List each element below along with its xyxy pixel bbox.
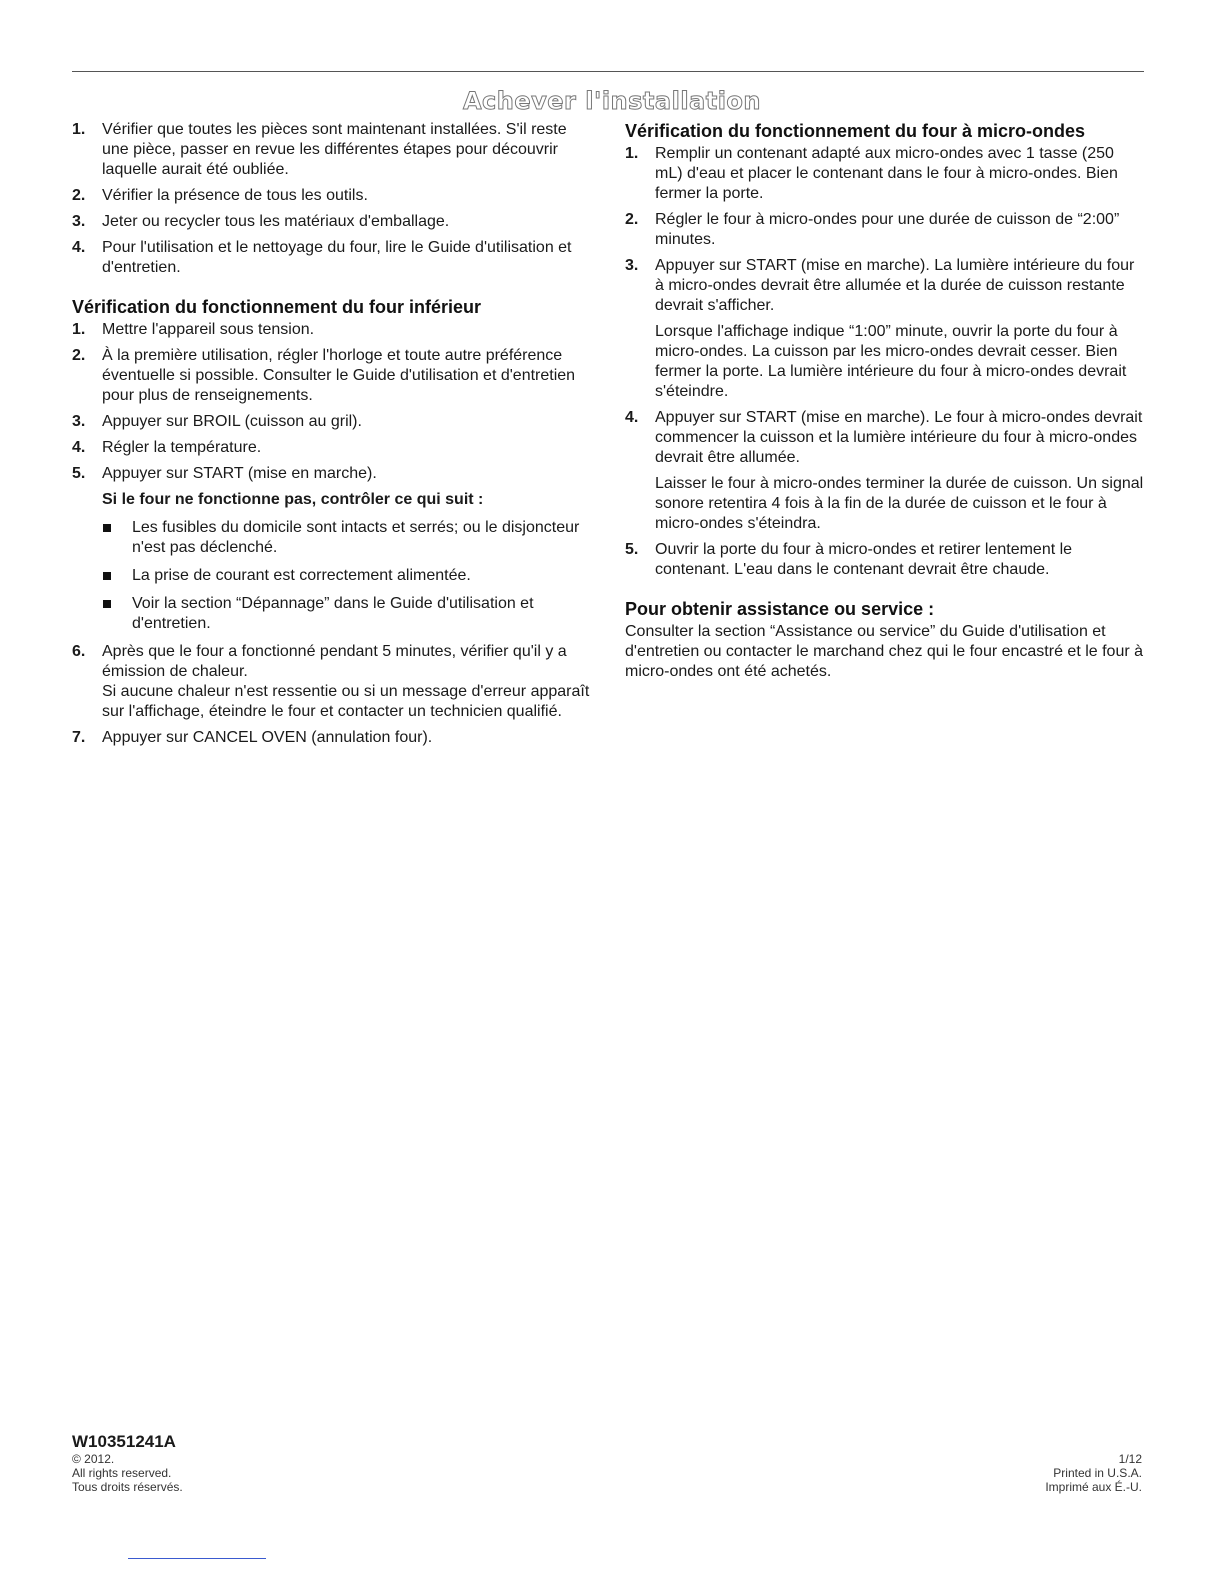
step-text: Régler le four à micro-ondes pour une durée de cuisson de “2:00” minutes. [655, 211, 1120, 248]
printed-fr: Imprimé aux É.-U. [1045, 1480, 1142, 1494]
list-item [72, 238, 592, 278]
step-number: 1. [72, 121, 86, 138]
step-text: Si aucune chaleur n'est ressentie ou si un message d'erreur apparaît sur l'affichage, éteindre le four et contacter un technicien qualifié. [102, 683, 590, 720]
troubleshoot-subheading: Si le four ne fonctionne pas, contrôler ce qui suit : [102, 491, 484, 508]
step-text: Régler la température. [102, 439, 262, 456]
page-title: Achever l'installation [462, 87, 762, 115]
step-text: Remplir un contenant adapté aux micro-ondes avec 1 tasse (250 mL) d'eau et placer le contenant dans le four à micro-ondes. Bien fermer la porte. [655, 145, 1118, 202]
lower-oven-heading: Vérification du fonctionnement du four inférieur [72, 297, 482, 317]
step-number: 5. [72, 465, 86, 482]
lower-oven-steps-list [72, 320, 592, 748]
list-item [625, 256, 1145, 402]
left-column [72, 120, 592, 754]
step-text: Appuyer sur START (mise en marche). Le four à micro-ondes devrait commencer la cuisson et la lumière intérieure du four à micro-ondes devrait être allumée. [655, 409, 1143, 466]
step-text: Jeter ou recycler tous les matériaux d'emballage. [102, 213, 450, 230]
list-item [72, 412, 592, 432]
step-text: Mettre l'appareil sous tension. [102, 321, 315, 338]
intro-steps-list [72, 120, 592, 278]
rights-en: All rights reserved. [72, 1466, 172, 1480]
step-number: 2. [625, 211, 639, 228]
step-text: Appuyer sur BROIL (cuisson au gril). [102, 413, 362, 430]
step-number: 3. [625, 257, 639, 274]
list-item [625, 540, 1145, 580]
step-number: 4. [72, 439, 86, 456]
right-column [625, 120, 1145, 682]
list-item [72, 212, 592, 232]
step-text: Lorsque l'affichage indique “1:00” minute, ouvrir la porte du four à micro-ondes. La cuisson par les micro-ondes devrait cesser. Bien fermer la porte. La lumière intérieure du four à micro-ondes devrait s'éteindre. [655, 323, 1127, 400]
step-text: Pour l'utilisation et le nettoyage du four, lire le Guide d'utilisation et d'entretien. [102, 239, 572, 276]
step-text: À la première utilisation, régler l'horloge et toute autre préférence éventuelle si possible. Consulter le Guide d'utilisation et d'entretien pour plus de renseignements. [102, 347, 576, 404]
step-text: Appuyer sur CANCEL OVEN (annulation four). [102, 729, 433, 746]
top-rule [72, 71, 1144, 72]
assistance-heading: Pour obtenir assistance ou service : [625, 599, 935, 619]
list-item [72, 438, 592, 458]
step-number: 3. [72, 413, 86, 430]
step-text: Appuyer sur START (mise en marche). [102, 465, 377, 482]
rights-fr: Tous droits réservés. [72, 1480, 183, 1494]
bullet-text: Voir la section “Dépannage” dans le Guide d'utilisation et d'entretien. [132, 595, 534, 632]
step-number: 1. [625, 145, 639, 162]
troubleshoot-bullets [102, 518, 592, 634]
bullet-text: Les fusibles du domicile sont intacts et serrés; ou le disjoncteur n'est pas déclenché. [132, 519, 580, 556]
square-bullet-icon [103, 600, 111, 608]
list-item [625, 408, 1145, 534]
copyright: © 2012. [72, 1452, 115, 1466]
list-item [625, 210, 1145, 250]
print-date: 1/12 [1118, 1452, 1142, 1466]
step-number: 6. [72, 643, 86, 660]
step-text: Vérifier la présence de tous les outils. [102, 187, 368, 204]
step-number: 5. [625, 541, 639, 558]
step-text: Laisser le four à micro-ondes terminer la durée de cuisson. Un signal sonore retentira 4 fois à la fin de la durée de cuisson et le four à micro-ondes s'éteindra. [655, 475, 1144, 532]
step-number: 2. [72, 347, 86, 364]
square-bullet-icon [103, 572, 111, 580]
step-number: 4. [625, 409, 639, 426]
list-item [72, 120, 592, 180]
footer-left [72, 1432, 183, 1494]
step-number: 7. [72, 729, 86, 746]
list-item [625, 144, 1145, 204]
square-bullet-icon [103, 524, 111, 532]
printed-en: Printed in U.S.A. [1053, 1466, 1142, 1480]
microwave-steps-list [625, 144, 1145, 580]
document-code: W10351241A [72, 1432, 176, 1451]
step-text: Après que le four a fonctionné pendant 5 minutes, vérifier qu'il y a émission de chaleur. [102, 643, 567, 680]
bullet-item [102, 566, 592, 586]
list-item [72, 464, 592, 634]
assistance-text: Consulter la section “Assistance ou service” du Guide d'utilisation et d'entretien ou contacter le marchand chez qui le four encastré et le four à micro-ondes ont été achetés. [625, 623, 1144, 680]
step-text: Ouvrir la porte du four à micro-ondes et retirer lentement le contenant. L'eau dans le contenant devrait être chaude. [655, 541, 1073, 578]
microwave-heading: Vérification du fonctionnement du four à micro-ondes [625, 121, 1086, 141]
list-item [72, 728, 592, 748]
step-number: 4. [72, 239, 86, 256]
bullet-text: La prise de courant est correctement alimentée. [132, 567, 471, 584]
list-item [72, 186, 592, 206]
step-text: Appuyer sur START (mise en marche). La lumière intérieure du four à micro-ondes devrait être allumée et la durée de cuisson restante devrait s'afficher. [655, 257, 1135, 314]
step-number: 3. [72, 213, 86, 230]
list-item [72, 642, 592, 722]
bottom-underline [128, 1558, 266, 1559]
step-text: Vérifier que toutes les pièces sont maintenant installées. S'il reste une pièce, passer en revue les différentes étapes pour découvrir laquelle aurait été oubliée. [102, 121, 567, 178]
footer-right [1045, 1452, 1142, 1494]
step-number: 2. [72, 187, 86, 204]
list-item [72, 346, 592, 406]
step-number: 1. [72, 321, 86, 338]
bullet-item [102, 518, 592, 558]
list-item [72, 320, 592, 340]
bullet-item [102, 594, 592, 634]
